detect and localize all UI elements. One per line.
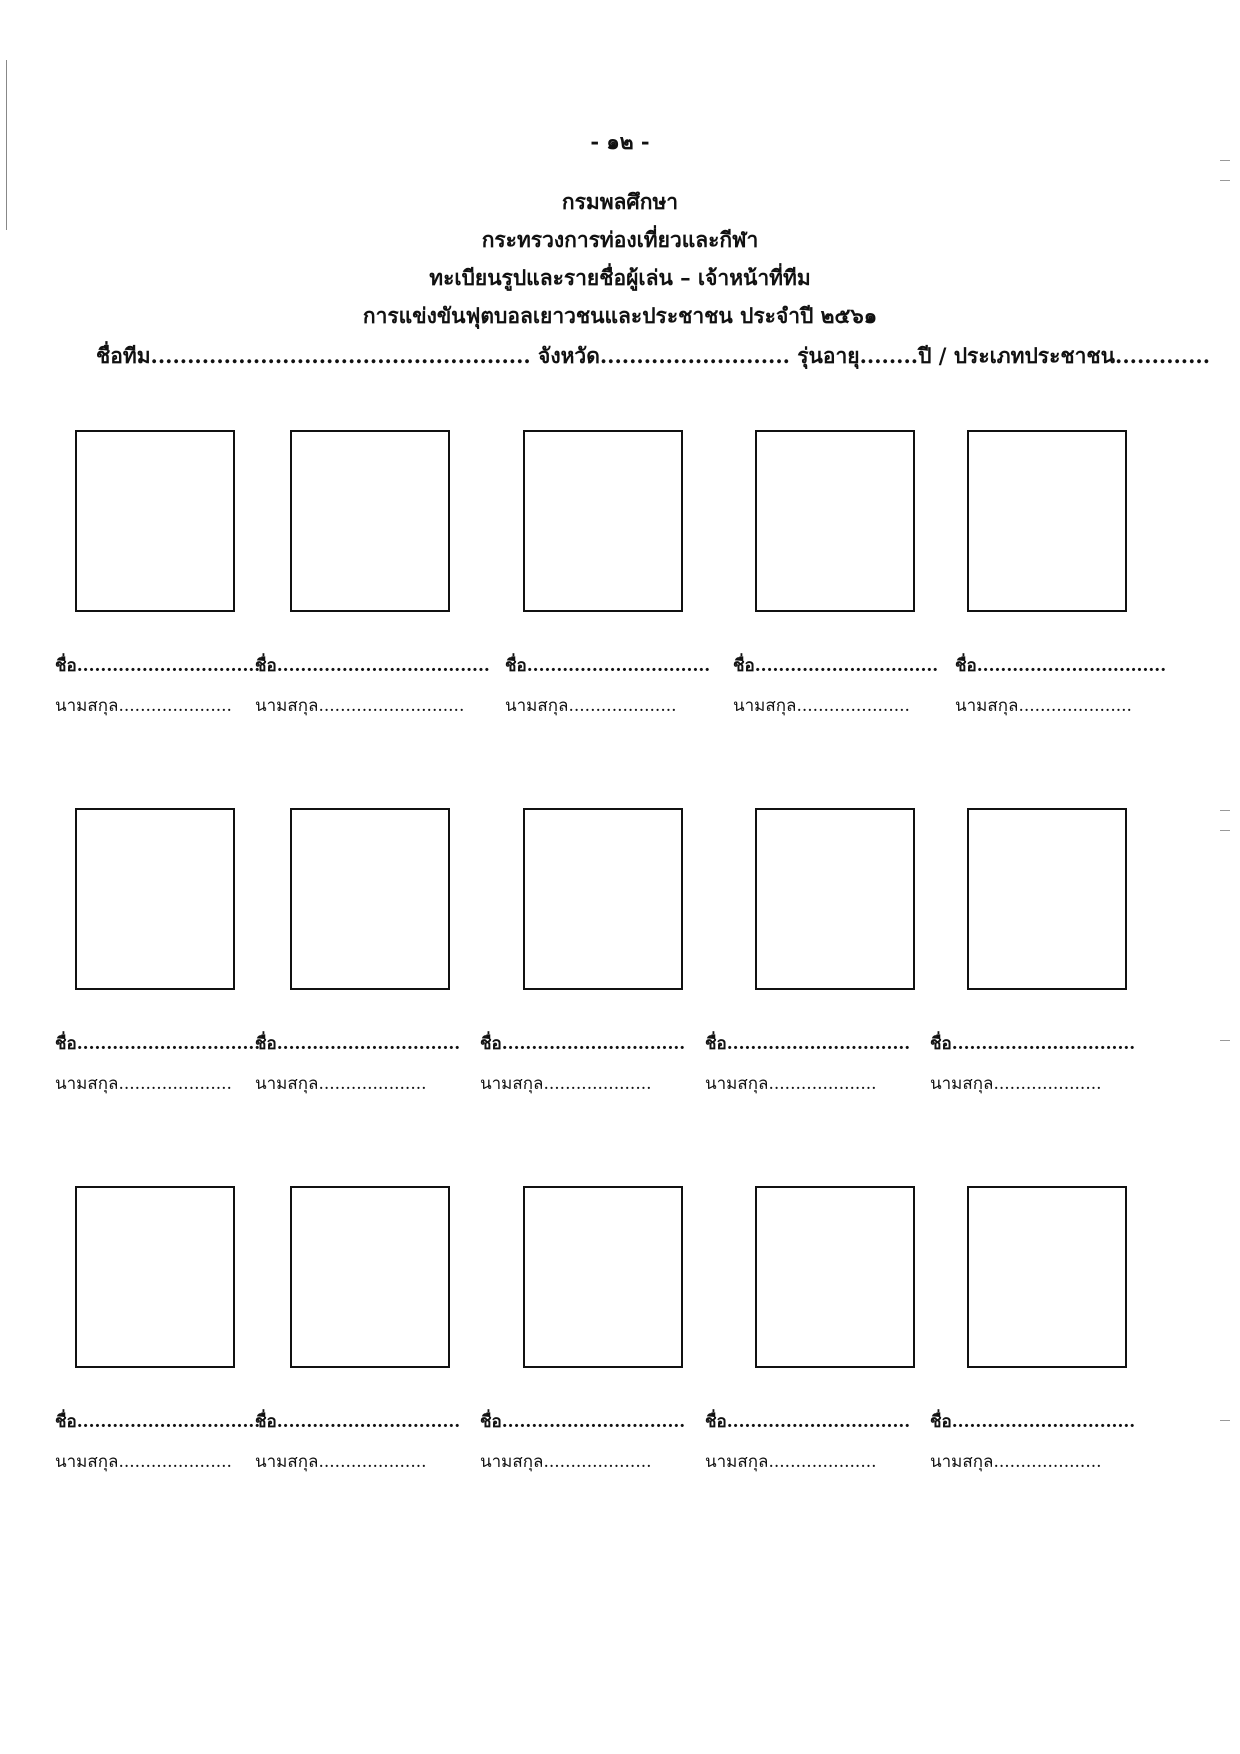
form-title: ทะเบียนรูปและรายชื่อผู้เล่น – เจ้าหน้าที่ทีม xyxy=(429,265,811,290)
photo-box[interactable] xyxy=(75,430,235,612)
last-name-field[interactable]: นามสกุล..................... xyxy=(955,696,1132,716)
photo-box[interactable] xyxy=(755,430,915,612)
last-name-field[interactable]: นามสกุล.................... xyxy=(255,1452,427,1472)
last-name-field[interactable]: นามสกุล.................... xyxy=(930,1074,1102,1094)
first-name-field[interactable]: ชื่อ............................... xyxy=(55,1412,261,1432)
photo-box[interactable] xyxy=(967,1186,1127,1368)
first-name-field[interactable]: ชื่อ............................... xyxy=(930,1412,1136,1432)
photo-box[interactable] xyxy=(523,1186,683,1368)
player-row xyxy=(55,1186,1155,1564)
page-number: - ๑๒ - xyxy=(590,129,650,154)
first-name-field[interactable]: ชื่อ............................... xyxy=(733,656,939,676)
ministry-title: กระทรวงการท่องเที่ยวและกีฬา xyxy=(481,227,759,252)
first-name-field[interactable]: ชื่อ............................... xyxy=(505,656,711,676)
first-name-field[interactable]: ชื่อ................................ xyxy=(955,656,1167,676)
photo-box[interactable] xyxy=(290,1186,450,1368)
photo-box[interactable] xyxy=(967,808,1127,990)
scan-margin-marks xyxy=(1220,150,1232,1550)
first-name-field[interactable]: ชื่อ............................... xyxy=(705,1412,911,1432)
last-name-field[interactable]: นามสกุล.................... xyxy=(705,1452,877,1472)
first-name-field[interactable]: ชื่อ............................... xyxy=(930,1034,1136,1054)
competition-title: การแข่งขันฟุตบอลเยาวชนและประชาชน ประจำปี ๒๕๖๑ xyxy=(362,303,878,328)
first-name-field[interactable]: ชื่อ............................... xyxy=(255,1034,461,1054)
photo-box[interactable] xyxy=(75,1186,235,1368)
last-name-field[interactable]: นามสกุล........................... xyxy=(255,696,465,716)
player-photo-grid xyxy=(55,430,1167,1564)
first-name-field[interactable]: ชื่อ............................... xyxy=(480,1034,686,1054)
photo-box[interactable] xyxy=(290,430,450,612)
last-name-field[interactable]: นามสกุล.................... xyxy=(480,1074,652,1094)
team-info-line: ชื่อทีม.................................................... จังหวัด.......................... รุ่นอายุ........ปี / ประเภทประชาชน............. xyxy=(96,343,1211,368)
photo-box[interactable] xyxy=(755,1186,915,1368)
first-name-field[interactable]: ชื่อ.................................... xyxy=(255,656,490,676)
photo-box[interactable] xyxy=(967,430,1127,612)
last-name-field[interactable]: นามสกุล.................... xyxy=(705,1074,877,1094)
photo-box[interactable] xyxy=(75,808,235,990)
department-title: กรมพลศึกษา xyxy=(561,189,679,214)
photo-box[interactable] xyxy=(523,430,683,612)
player-row xyxy=(55,808,1155,1186)
first-name-field[interactable]: ชื่อ............................... xyxy=(705,1034,911,1054)
photo-box[interactable] xyxy=(290,808,450,990)
first-name-field[interactable]: ชื่อ............................... xyxy=(55,1034,261,1054)
photo-box[interactable] xyxy=(523,808,683,990)
last-name-field[interactable]: นามสกุล.................... xyxy=(930,1452,1102,1472)
last-name-field[interactable]: นามสกุล..................... xyxy=(55,696,232,716)
last-name-field[interactable]: นามสกุล.................... xyxy=(255,1074,427,1094)
last-name-field[interactable]: นามสกุล..................... xyxy=(55,1452,232,1472)
last-name-field[interactable]: นามสกุล.................... xyxy=(505,696,677,716)
last-name-field[interactable]: นามสกุล..................... xyxy=(733,696,910,716)
last-name-field[interactable]: นามสกุล.................... xyxy=(480,1452,652,1472)
player-row xyxy=(55,430,1167,808)
last-name-field[interactable]: นามสกุล..................... xyxy=(55,1074,232,1094)
first-name-field[interactable]: ชื่อ............................... xyxy=(255,1412,461,1432)
first-name-field[interactable]: ชื่อ............................... xyxy=(480,1412,686,1432)
first-name-field[interactable]: ชื่อ............................... xyxy=(55,656,261,676)
photo-box[interactable] xyxy=(755,808,915,990)
